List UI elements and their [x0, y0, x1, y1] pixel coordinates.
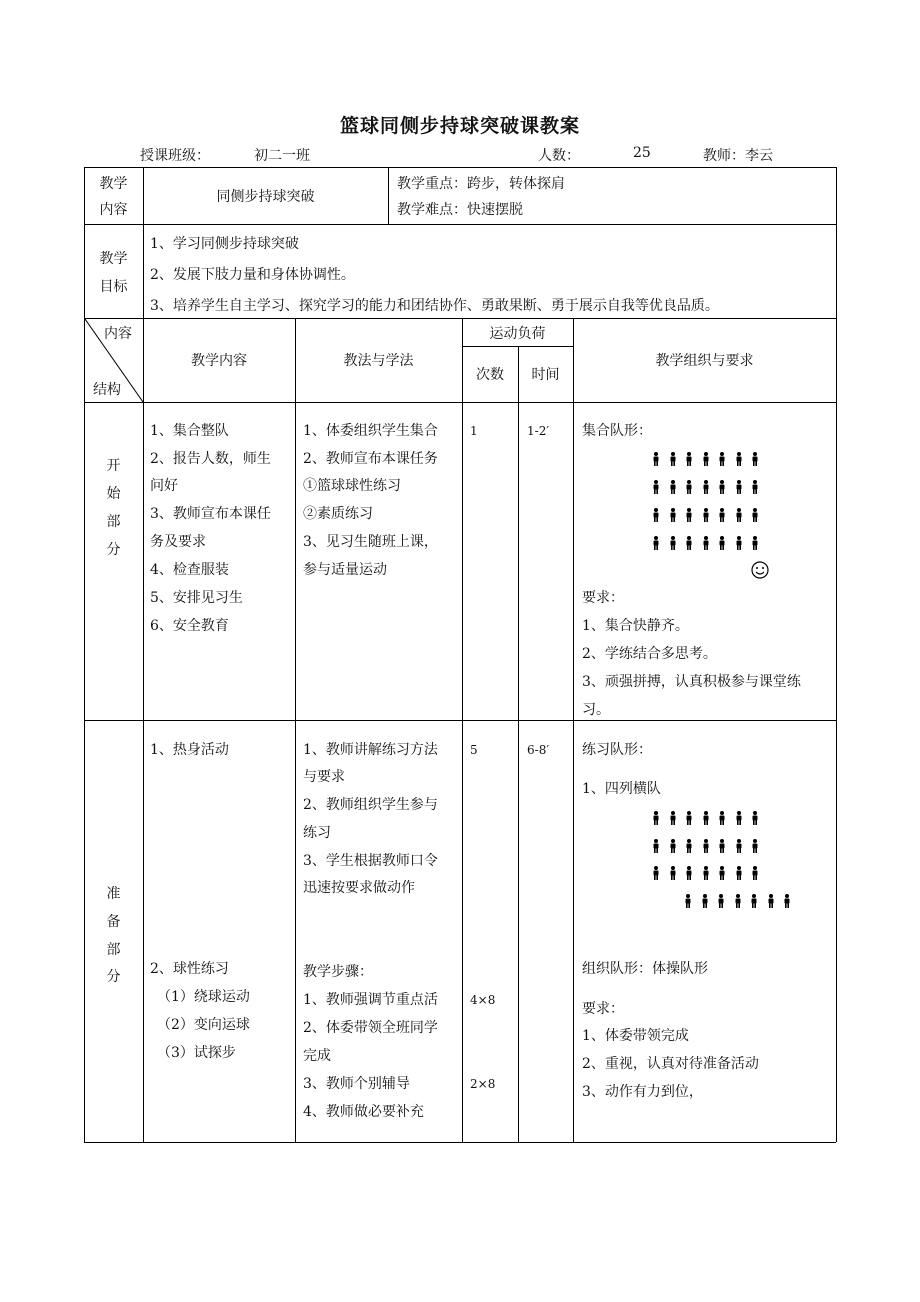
prep-req: 1、体委带领完成	[582, 1028, 689, 1044]
start-req: 1、集合快静齐。	[582, 618, 689, 634]
student-figure-icon	[702, 536, 710, 550]
student-figure-icon	[702, 508, 710, 522]
table-border-left	[84, 167, 85, 1142]
class-label: 授课班级：	[140, 148, 210, 164]
start-label: 分	[106, 542, 121, 558]
table-col-divider	[573, 318, 574, 1142]
prep-req: 2、重视，认真对待准备活动	[582, 1056, 759, 1072]
student-figure-icon	[685, 508, 693, 522]
student-figure-icon	[702, 839, 710, 853]
student-figure-icon	[652, 452, 660, 466]
student-figure-icon	[684, 894, 692, 908]
table-border-right	[836, 167, 837, 1142]
start-content: 务及要求	[150, 534, 206, 550]
student-figure-icon	[751, 866, 759, 880]
start-content: 6、安全教育	[150, 618, 229, 634]
start-method: ②素质练习	[303, 506, 373, 522]
start-org-title: 集合队形：	[582, 423, 652, 439]
student-figure-icon	[652, 839, 660, 853]
student-figure-icon	[669, 480, 677, 494]
prep-method: 迅速按要求做动作	[303, 880, 415, 896]
prep-org-2: 组织队形：体操队形	[582, 961, 708, 977]
start-time: 1-2′	[527, 424, 550, 438]
corner-top-label: 内容	[104, 326, 132, 342]
key-point: 教学重点：跨步，转体探肩	[397, 176, 565, 192]
class-value: 初二一班	[254, 148, 310, 164]
goal-item: 2、发展下肢力量和身体协调性。	[150, 267, 355, 283]
student-figure-icon	[735, 452, 743, 466]
prep-label: 备	[106, 914, 121, 930]
student-figure-icon	[685, 839, 693, 853]
student-figure-icon	[751, 839, 759, 853]
content-label-2: 内容	[99, 202, 128, 218]
prep-label: 分	[106, 969, 121, 985]
student-figure-icon	[751, 536, 759, 550]
start-times: 1	[470, 424, 478, 438]
student-figure-icon	[750, 894, 758, 908]
student-figure-icon	[718, 811, 726, 825]
student-figure-icon	[669, 839, 677, 853]
student-figure-icon	[735, 866, 743, 880]
corner-bottom-label: 结构	[93, 382, 121, 398]
student-figure-icon	[685, 480, 693, 494]
prep-method: 2、教师组织学生参与	[303, 797, 438, 813]
start-method: ①篮球球性练习	[303, 478, 401, 494]
start-req: 习。	[582, 702, 610, 718]
table-col-divider	[143, 167, 144, 1142]
prep-method: 练习	[303, 825, 331, 841]
student-figure-icon	[652, 508, 660, 522]
prep-method: 3、学生根据教师口令	[303, 853, 438, 869]
prep-method: 与要求	[303, 769, 345, 785]
table-row-divider	[84, 224, 836, 225]
student-figure-icon	[718, 866, 726, 880]
student-figure-icon	[718, 536, 726, 550]
goal-item: 1、学习同侧步持球突破	[150, 236, 299, 252]
prep-step: 2、体委带领全班同学	[303, 1020, 438, 1036]
count-label: 人数：	[538, 148, 580, 164]
header-method: 教法与学法	[343, 353, 414, 369]
student-figure-icon	[669, 811, 677, 825]
student-figure-icon	[685, 536, 693, 550]
prep-req: 3、动作有力到位，	[582, 1084, 703, 1100]
student-figure-icon	[783, 894, 791, 908]
prep-org-sub: 1、四列横队	[582, 781, 661, 797]
student-figure-icon	[717, 894, 725, 908]
table-col-divider	[518, 346, 519, 1142]
prep-step: 完成	[303, 1048, 331, 1064]
student-figure-icon	[751, 811, 759, 825]
goal-label-1: 教学	[99, 251, 128, 267]
student-figure-icon	[735, 811, 743, 825]
start-label: 开	[106, 458, 121, 474]
student-figure-icon	[685, 452, 693, 466]
student-figure-icon	[652, 811, 660, 825]
header-teach-content: 教学内容	[191, 353, 247, 369]
prep-req-title: 要求：	[582, 1001, 624, 1017]
start-method: 2、教师宣布本课任务	[303, 451, 438, 467]
prep-times-2: 4×8	[470, 993, 496, 1007]
prep-step: 3、教师个别辅导	[303, 1076, 410, 1092]
student-figure-icon	[735, 508, 743, 522]
student-figure-icon	[652, 480, 660, 494]
student-figure-icon	[718, 508, 726, 522]
start-content: 问好	[150, 478, 178, 494]
start-label: 始	[106, 486, 121, 502]
prep-label: 准	[106, 886, 121, 902]
prep-times-3: 2×8	[470, 1077, 496, 1091]
student-figure-icon	[702, 480, 710, 494]
student-figure-icon	[735, 839, 743, 853]
start-method: 参与适量运动	[303, 562, 387, 578]
student-figure-icon	[669, 536, 677, 550]
count-value: 25	[633, 145, 651, 161]
header-load: 运动负荷	[489, 326, 546, 342]
content-value: 同侧步持球突破	[216, 189, 315, 205]
goal-label-2: 目标	[99, 279, 128, 295]
student-figure-icon	[735, 536, 743, 550]
student-figure-icon	[669, 508, 677, 522]
prep-method-title: 教学步骤：	[303, 964, 373, 980]
prep-step: 4、教师做必要补充	[303, 1104, 424, 1120]
student-figure-icon	[718, 452, 726, 466]
student-figure-icon	[718, 480, 726, 494]
start-content: 5、安排见习生	[150, 590, 243, 606]
table-row-divider	[84, 402, 836, 403]
start-content: 1、集合整队	[150, 423, 229, 439]
student-figure-icon	[652, 536, 660, 550]
table-row-divider	[84, 720, 836, 721]
prep-method: 1、教师讲解练习方法	[303, 742, 438, 758]
student-figure-icon	[718, 839, 726, 853]
prep-time-1: 6-8′	[527, 743, 550, 757]
prep-content-2: 2、球性练习	[150, 961, 229, 977]
smiley-icon	[750, 560, 770, 580]
student-figure-icon	[702, 811, 710, 825]
prep-content-sub: （3）试探步	[157, 1045, 236, 1061]
student-figure-icon	[669, 866, 677, 880]
table-col-divider	[462, 318, 463, 1142]
start-method: 1、体委组织学生集合	[303, 423, 438, 439]
student-figure-icon	[735, 480, 743, 494]
table-col-divider	[295, 318, 296, 1142]
student-figure-icon	[685, 866, 693, 880]
page-title: 篮球同侧步持球突破课教案	[339, 115, 580, 137]
student-figure-icon	[702, 452, 710, 466]
student-figure-icon	[751, 480, 759, 494]
teacher-name: 教师：李云	[703, 148, 773, 164]
table-col-divider	[388, 167, 389, 224]
prep-org-title: 练习队形：	[582, 742, 652, 758]
student-figure-icon	[702, 866, 710, 880]
header-organization: 教学组织与要求	[655, 353, 754, 369]
student-figure-icon	[751, 452, 759, 466]
student-figure-icon	[767, 894, 775, 908]
prep-content-sub: （1）绕球运动	[157, 989, 250, 1005]
student-figure-icon	[701, 894, 709, 908]
prep-content-sub: （2）变向运球	[157, 1017, 250, 1033]
start-content: 2、报告人数，师生	[150, 451, 271, 467]
header-time: 时间	[531, 367, 560, 383]
goal-item: 3、培养学生自主学习、探究学习的能力和团结协作、勇敢果断、勇于展示自我等优良品质。	[150, 298, 719, 314]
start-content: 3、教师宣布本课任	[150, 506, 271, 522]
student-figure-icon	[734, 894, 742, 908]
student-figure-icon	[669, 452, 677, 466]
student-figure-icon	[751, 508, 759, 522]
start-label: 部	[106, 514, 121, 530]
difficulty: 教学难点：快速摆脱	[397, 202, 523, 218]
prep-step: 1、教师强调节重点活	[303, 992, 438, 1008]
prep-label: 部	[106, 942, 121, 958]
header-times: 次数	[476, 367, 504, 383]
start-method: 3、见习生随班上课，	[303, 534, 438, 550]
prep-times-1: 5	[470, 743, 478, 757]
table-border-top	[84, 167, 836, 168]
start-req: 3、顽强拼搏，认真积极参与课堂练	[582, 674, 801, 690]
start-content: 4、检查服装	[150, 562, 229, 578]
content-label-1: 教学	[99, 176, 128, 192]
student-figure-icon	[685, 811, 693, 825]
start-req-title: 要求：	[582, 590, 624, 606]
prep-content-1: 1、热身活动	[150, 742, 229, 758]
student-figure-icon	[652, 866, 660, 880]
start-req: 2、学练结合多思考。	[582, 646, 717, 662]
table-border-bottom	[84, 1142, 836, 1143]
